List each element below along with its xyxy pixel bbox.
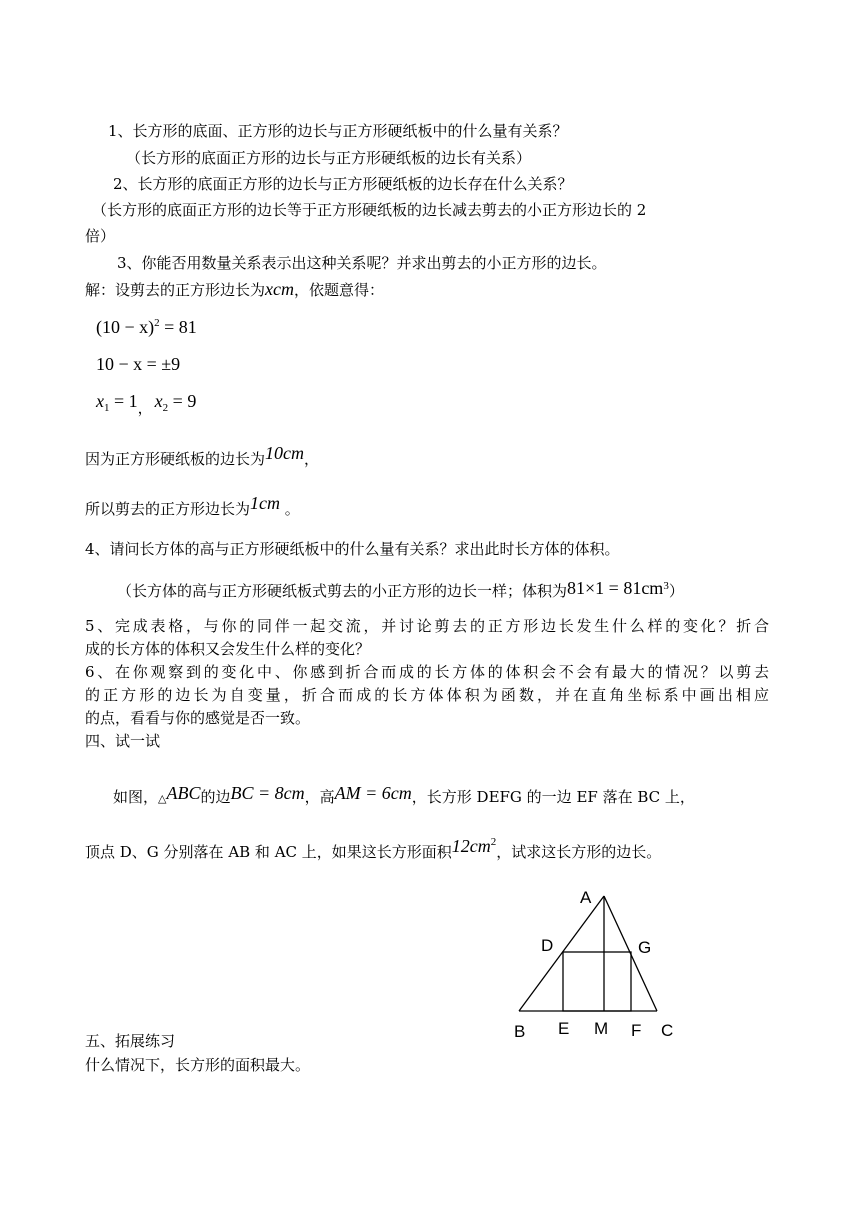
try-text-5: 顶点 D、G 分别落在 AB 和 AC 上，如果这长方形面积 [85, 843, 452, 861]
so-suffix: 。 [280, 500, 300, 518]
x1-value: = 1 [109, 391, 138, 411]
because-line [85, 443, 320, 469]
question-1: 1、长方形的底面、正方形的边长与正方形硬纸板中的什么量有关系？ [108, 122, 568, 140]
label-b: B [514, 1022, 526, 1041]
label-d: D [541, 936, 554, 955]
equation-1-right: = 81 [159, 317, 197, 337]
board-length: 10cm [265, 443, 305, 463]
x2-value: = 9 [168, 391, 197, 411]
question-5-line-1: 5、完成表格，与你的同伴一起交流，并讨论剪去的正方形边长发生什么样的变化？折合 [85, 617, 769, 635]
variable-xcm: xcm [265, 279, 294, 299]
area-exponent: 2 [490, 836, 497, 848]
question-6-line-2: 的正方形的边长为自变量，折合而成的长方体体积为函数，并在直角坐标系中画出相应 [85, 686, 769, 704]
equation-1-left: (10 − x) [96, 317, 155, 337]
equation-1 [96, 316, 197, 338]
equation-comma: ， [137, 399, 153, 417]
solution-intro-prefix: 解：设剪去的正方形边长为 [85, 281, 266, 299]
label-c: C [661, 1021, 674, 1040]
equation-2: 10 − x = ±9 [96, 354, 181, 374]
am-length: AM = 6cm [334, 783, 412, 803]
question-6-line-1: 6、在你观察到的变化中、你感到折合而成的长方体的体积会不会有最大的情况？以剪去 [85, 663, 769, 681]
try-text-1: 如图， [113, 788, 159, 806]
label-g: G [638, 938, 652, 957]
label-f: F [631, 1021, 642, 1040]
solution-intro [85, 279, 384, 300]
equation-3 [96, 390, 196, 419]
label-e: E [558, 1019, 570, 1038]
extend-question: 什么情况下，长方形的面积最大。 [85, 1056, 311, 1074]
because-prefix: 因为正方形硬纸板的边长为 [85, 450, 266, 468]
try-text-4: ，长方形 DEFG 的一边 EF 落在 BC 上， [411, 788, 695, 806]
section-4-heading: 四、试一试 [85, 732, 161, 750]
x2-subscript: 2 [162, 402, 169, 414]
because-suffix: ， [304, 450, 320, 468]
volume-exponent: 3 [663, 580, 669, 592]
so-line [85, 493, 300, 519]
triangle-symbol: △ [158, 792, 167, 805]
x2-variable: x [154, 391, 163, 411]
label-m: M [594, 1019, 609, 1038]
answer-4-suffix: ） [668, 582, 684, 600]
cut-length: 1cm [250, 493, 281, 513]
rectangle-defg [563, 952, 631, 1011]
question-6-line-3: 的点，看看与你的感觉是否一致。 [85, 709, 311, 727]
rectangle-area: 12cm [451, 836, 491, 856]
answer-1: （长方形的底面正方形的边长与正方形硬纸板的边长有关系） [126, 149, 532, 167]
answer-4 [117, 580, 684, 601]
try-text-3: ，高 [304, 788, 335, 806]
answer-2-line-2: 倍） [85, 227, 116, 245]
question-5-line-2: 成的长方体的体积又会发生什么样的变化？ [85, 640, 371, 658]
answer-4-prefix: （长方体的高与正方形硬纸板式剪去的小正方形的边长一样；体积为 [117, 582, 568, 600]
question-3: 3、你能否用数量关系表示出这种关系呢？并求出剪去的小正方形的边长。 [117, 254, 607, 272]
question-2: 2、长方形的底面正方形的边长与正方形硬纸板的边长存在什么关系？ [113, 175, 573, 193]
equation-1-exponent: 2 [154, 317, 160, 329]
question-4: 4、请问长方体的高与正方形硬纸板中的什么量有关系？求出此时长方体的体积。 [85, 540, 620, 558]
x1-subscript: 1 [104, 402, 110, 414]
volume-formula: 81×1 = 81cm [567, 578, 664, 598]
section-5-heading: 五、拓展练习 [85, 1032, 176, 1050]
try-line-2 [85, 836, 662, 862]
x1-variable: x [96, 391, 104, 411]
answer-2-line-1: （长方形的底面正方形的边长等于正方形硬纸板的边长减去剪去的小正方形边长的 2 [92, 201, 647, 219]
triangle-abc: ABC [166, 783, 201, 803]
try-text-2: 的边 [200, 788, 231, 806]
bc-length: BC = 8cm [230, 783, 305, 803]
side-ab [519, 896, 604, 1011]
label-a: A [580, 888, 592, 907]
try-text-6: ，试求这长方形的边长。 [496, 843, 662, 861]
solution-intro-suffix: ，依题意得： [294, 281, 385, 299]
try-line-1 [113, 783, 695, 809]
triangle-figure [505, 880, 685, 1045]
so-prefix: 所以剪去的正方形边长为 [85, 500, 251, 518]
